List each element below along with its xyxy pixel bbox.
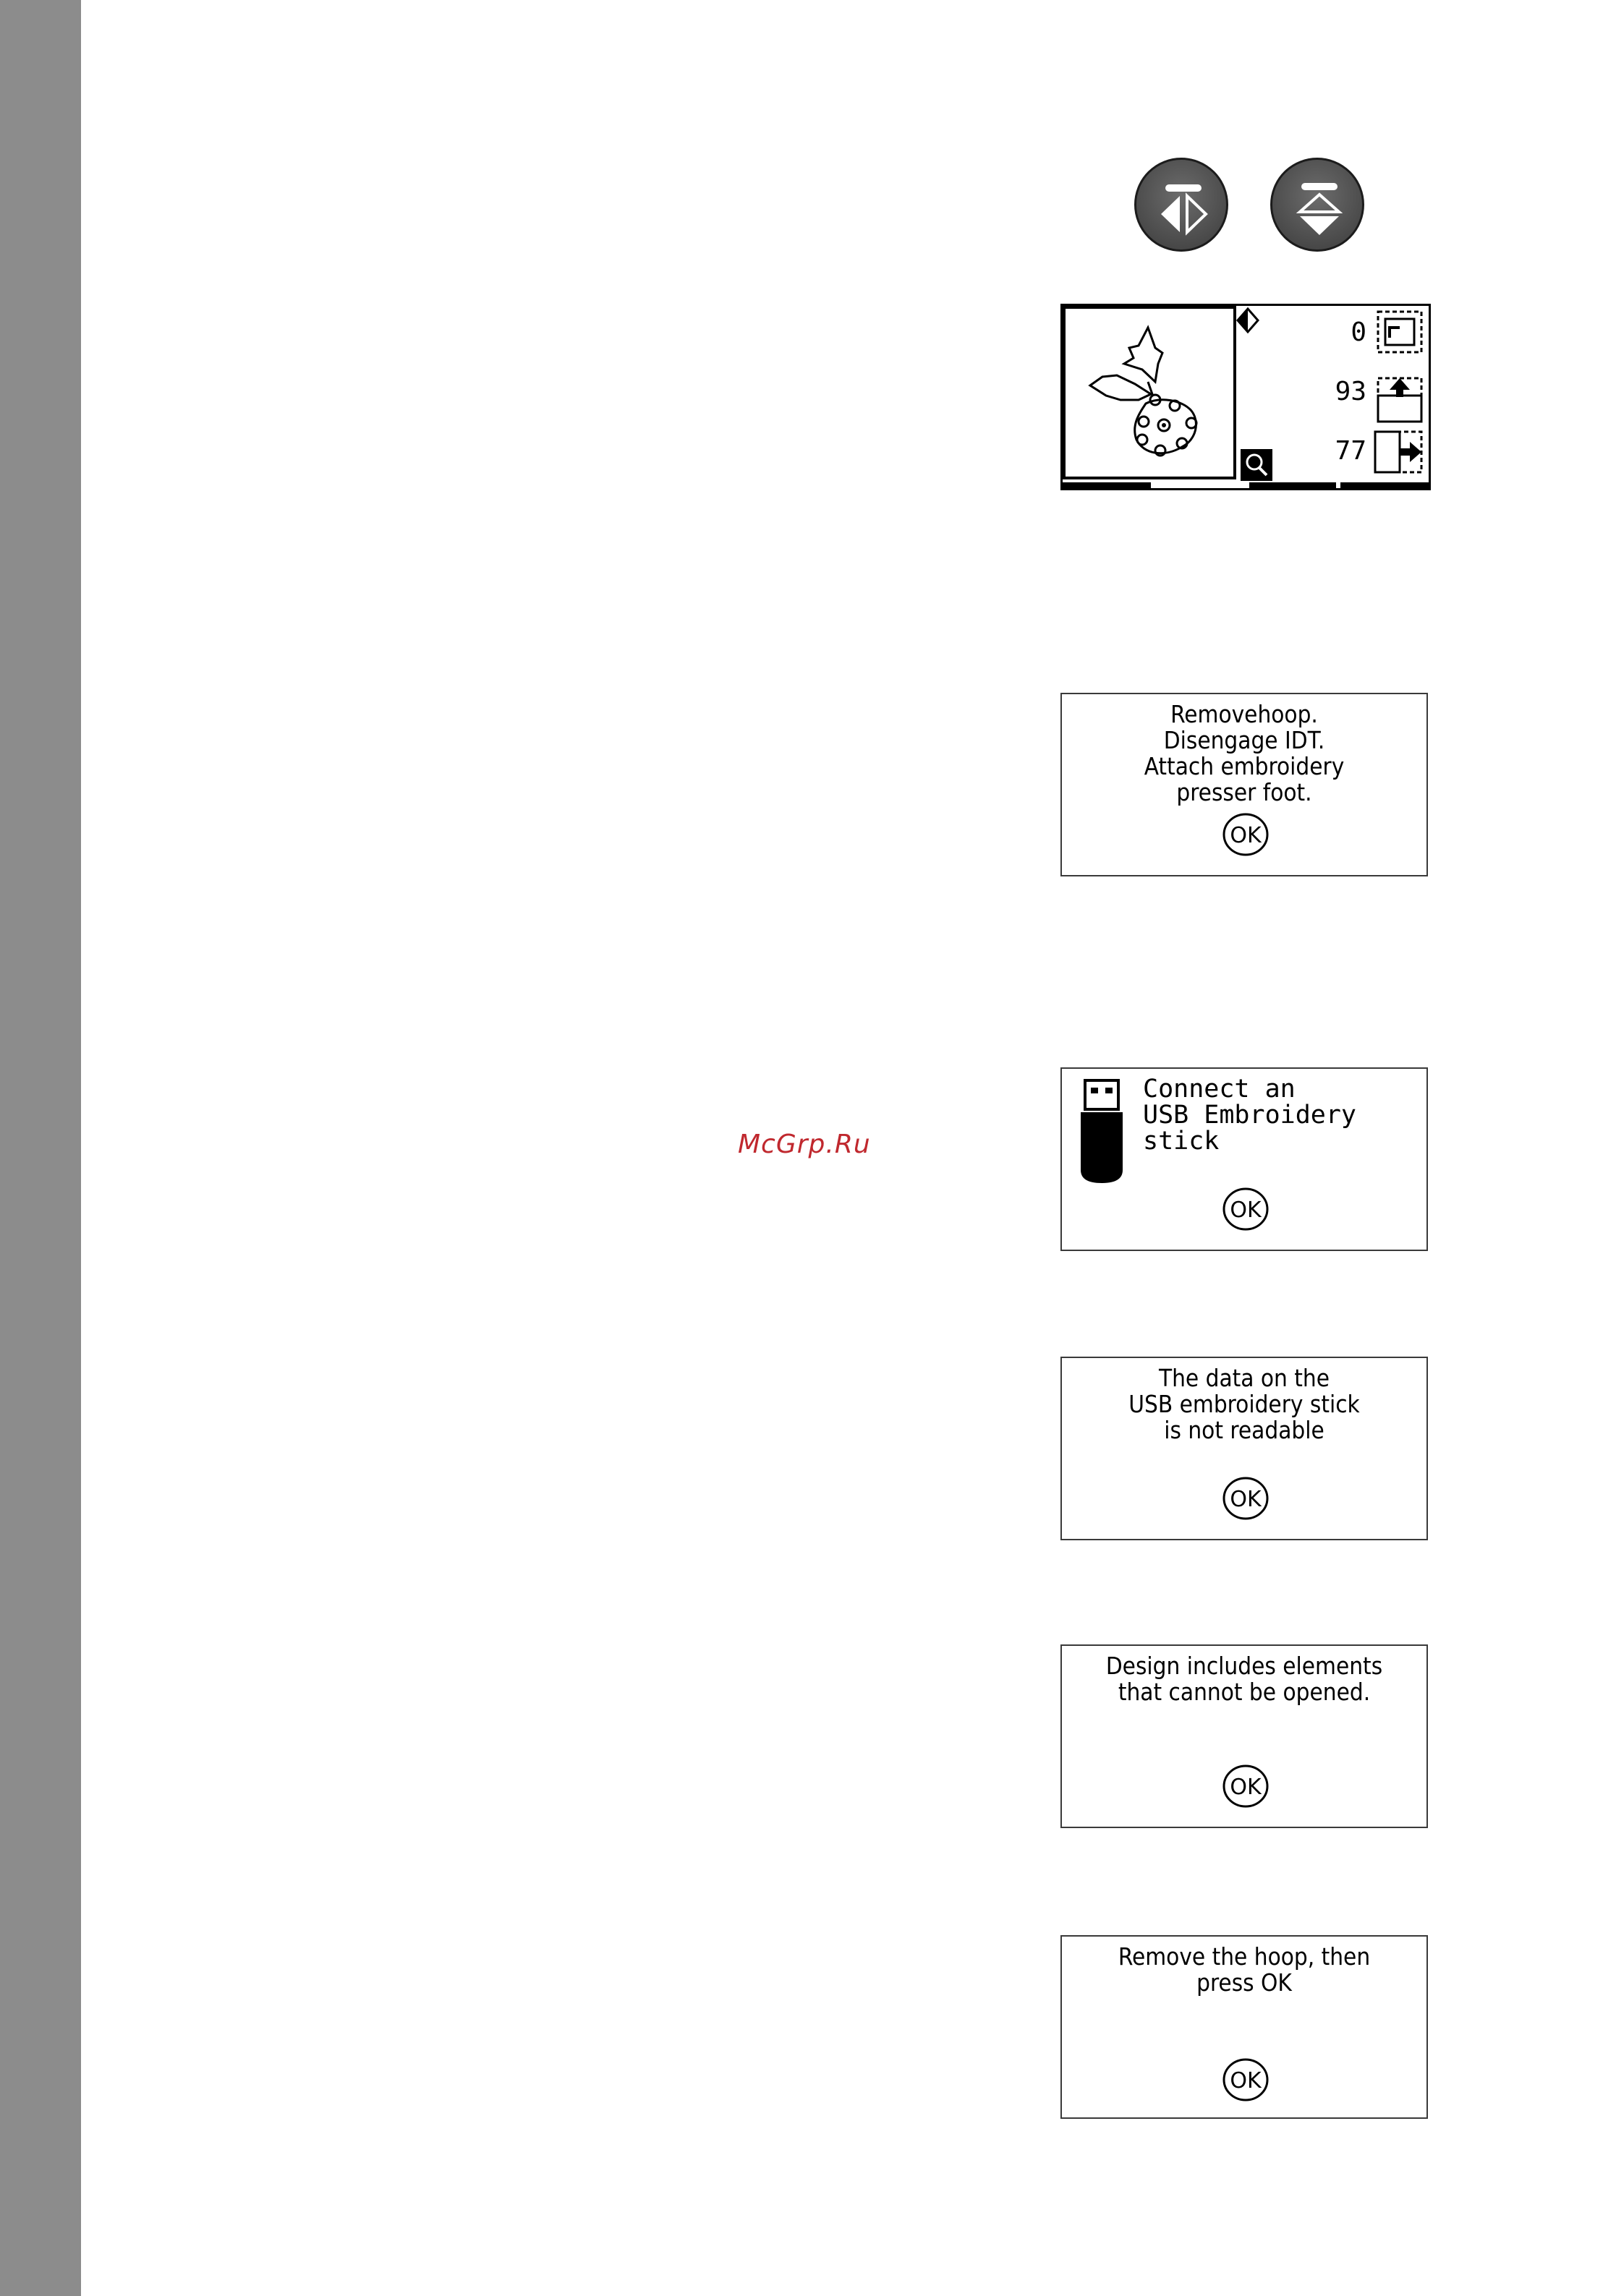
- message-text: Removehoop. Disengage IDT. Attach embroidery presser foot.: [1144, 700, 1345, 806]
- ok-button[interactable]: [1222, 1764, 1269, 1808]
- ok-button[interactable]: [1222, 2058, 1269, 2101]
- message-data-not-readable: [1060, 1357, 1428, 1540]
- embroidery-screen-graphics: [1063, 306, 1429, 488]
- width-value: 77: [1335, 436, 1366, 466]
- watermark: McGrp.Ru: [738, 1130, 871, 1159]
- ok-button[interactable]: [1222, 1187, 1269, 1231]
- message-remove-hoop: [1060, 693, 1428, 876]
- zoom-icon: [1241, 449, 1272, 481]
- ok-label: OK: [1230, 1487, 1262, 1512]
- message-text: Remove the hoop, then press OK: [1118, 1942, 1371, 1997]
- rotation-value: 0: [1351, 317, 1366, 347]
- message-connect-usb: [1060, 1067, 1428, 1251]
- left-right-arrows-button[interactable]: [1134, 158, 1228, 252]
- message-cannot-open: [1060, 1644, 1428, 1828]
- ok-button[interactable]: [1222, 813, 1269, 856]
- usb-stick-icon: [1078, 1077, 1126, 1186]
- leaf-top: [1124, 328, 1162, 382]
- ok-label: OK: [1230, 2068, 1262, 2094]
- ok-label: OK: [1230, 1775, 1262, 1800]
- up-down-arrows-button-icon: [1272, 160, 1366, 254]
- message-remove-hoop-press-ok: [1060, 1935, 1428, 2119]
- ok-label: OK: [1230, 823, 1262, 848]
- message-text: Design includes elements that cannot be opened.: [1105, 1652, 1383, 1706]
- ok-label: OK: [1230, 1198, 1262, 1223]
- message-text: Connect an USB Embroidery stick: [1143, 1075, 1357, 1156]
- page-sidebar-strip: [0, 0, 81, 2296]
- height-value: 93: [1335, 377, 1366, 406]
- leaf-left: [1090, 375, 1151, 400]
- ok-button[interactable]: [1222, 1477, 1269, 1520]
- up-down-arrows-button[interactable]: [1270, 158, 1364, 252]
- embroidery-edit-screen: [1060, 304, 1431, 490]
- message-text: The data on the USB embroidery stick is not readable: [1128, 1364, 1360, 1444]
- left-right-arrows-button-icon: [1136, 160, 1230, 254]
